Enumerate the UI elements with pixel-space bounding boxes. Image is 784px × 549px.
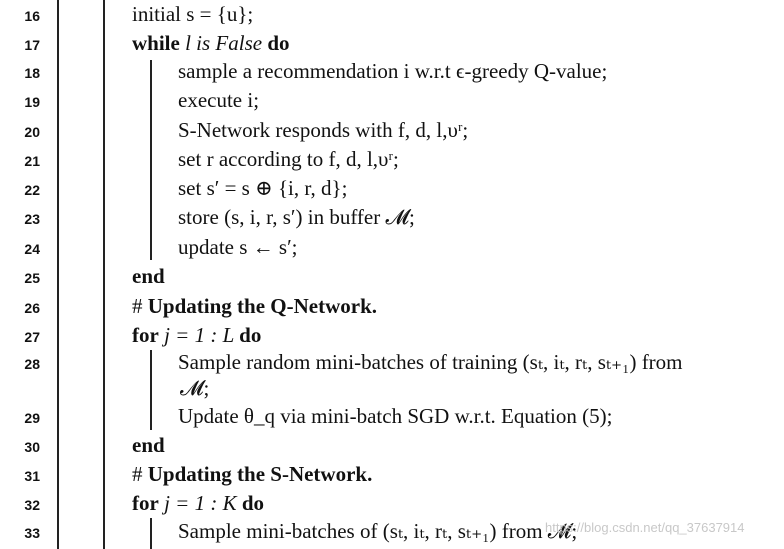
algo-line — [0, 323, 784, 351]
algo-line — [0, 59, 784, 87]
line-text: Sample random mini-batches of training (sₜ, iₜ, rₜ, sₜ₊₁) from — [178, 350, 683, 374]
line-number: 17 — [24, 37, 40, 53]
condition: j = 1 : K — [158, 491, 242, 515]
line-text — [132, 462, 372, 487]
algo-line — [0, 491, 784, 519]
line-number: 26 — [24, 300, 40, 316]
line-number: 22 — [24, 182, 40, 198]
algo-line — [0, 31, 784, 59]
line-text: S-Network responds with f, d, l,υʳ; — [178, 118, 469, 142]
condition: j = 1 : L — [158, 323, 240, 347]
algo-line — [0, 205, 784, 233]
line-number: 20 — [24, 124, 40, 140]
line-text — [132, 294, 377, 319]
comment-text: Updating the S-Network. — [147, 462, 373, 486]
keyword: while — [132, 31, 180, 55]
line-text — [132, 31, 290, 56]
line-number: 18 — [24, 65, 40, 81]
line-number: 23 — [24, 211, 40, 227]
line-number: 16 — [24, 8, 40, 24]
line-number: 24 — [24, 241, 40, 257]
line-number: 30 — [24, 439, 40, 455]
algo-line — [0, 118, 784, 146]
line-text: set r according to f, d, l,υʳ; — [178, 147, 399, 171]
keyword: for — [132, 491, 159, 515]
line-text: Update θ_q via mini-batch SGD w.r.t. Equation (5); — [178, 404, 613, 428]
line-text: sample a recommendation i w.r.t ϵ-greedy Q-value; — [178, 59, 608, 83]
algo-line — [0, 294, 784, 322]
algo-line — [0, 2, 784, 30]
line-text: store (s, i, r, s′) in buffer 𝓜; — [178, 205, 415, 229]
keyword: do — [239, 323, 262, 347]
line-number: 29 — [24, 410, 40, 426]
comment-text: Updating the Q-Network. — [147, 294, 377, 318]
algo-line — [0, 88, 784, 116]
line-text: update s ← s′; — [178, 235, 298, 259]
line-text: end — [132, 433, 165, 457]
algo-line — [0, 176, 784, 204]
line-number: 27 — [24, 329, 40, 345]
line-text: set s′ = s ⊕ {i, r, d}; — [178, 176, 348, 200]
comment-hash: # — [132, 462, 148, 486]
line-number: 19 — [24, 94, 40, 110]
algo-line — [0, 350, 784, 378]
line-number: 21 — [24, 153, 40, 169]
algo-line — [0, 404, 784, 432]
line-number: 25 — [24, 270, 40, 286]
watermark: https://blog.csdn.net/qq_37637914 — [545, 520, 745, 535]
line-number: 31 — [24, 468, 40, 484]
line-text — [132, 323, 261, 348]
comment-hash: # — [132, 294, 148, 318]
algo-line — [0, 147, 784, 175]
line-number: 32 — [24, 497, 40, 513]
algo-line — [0, 462, 784, 490]
line-text: Sample mini-batches of (sₜ, iₜ, rₜ, sₜ₊₁) from 𝓜; — [178, 519, 578, 543]
condition: l is False — [179, 31, 268, 55]
keyword: do — [241, 491, 265, 515]
line-text — [132, 491, 264, 516]
line-number: 33 — [24, 525, 40, 541]
algo-line — [0, 235, 784, 263]
algo-line — [0, 264, 784, 292]
algo-line — [0, 433, 784, 461]
line-number: 28 — [24, 356, 40, 372]
keyword: for — [132, 323, 159, 347]
line-text: end — [132, 264, 165, 288]
line-text: initial s = {u}; — [132, 2, 254, 26]
line-text: 𝓜; — [180, 376, 210, 400]
algo-line-continuation — [0, 376, 784, 404]
keyword: do — [267, 31, 290, 55]
line-text: execute i; — [178, 88, 260, 112]
